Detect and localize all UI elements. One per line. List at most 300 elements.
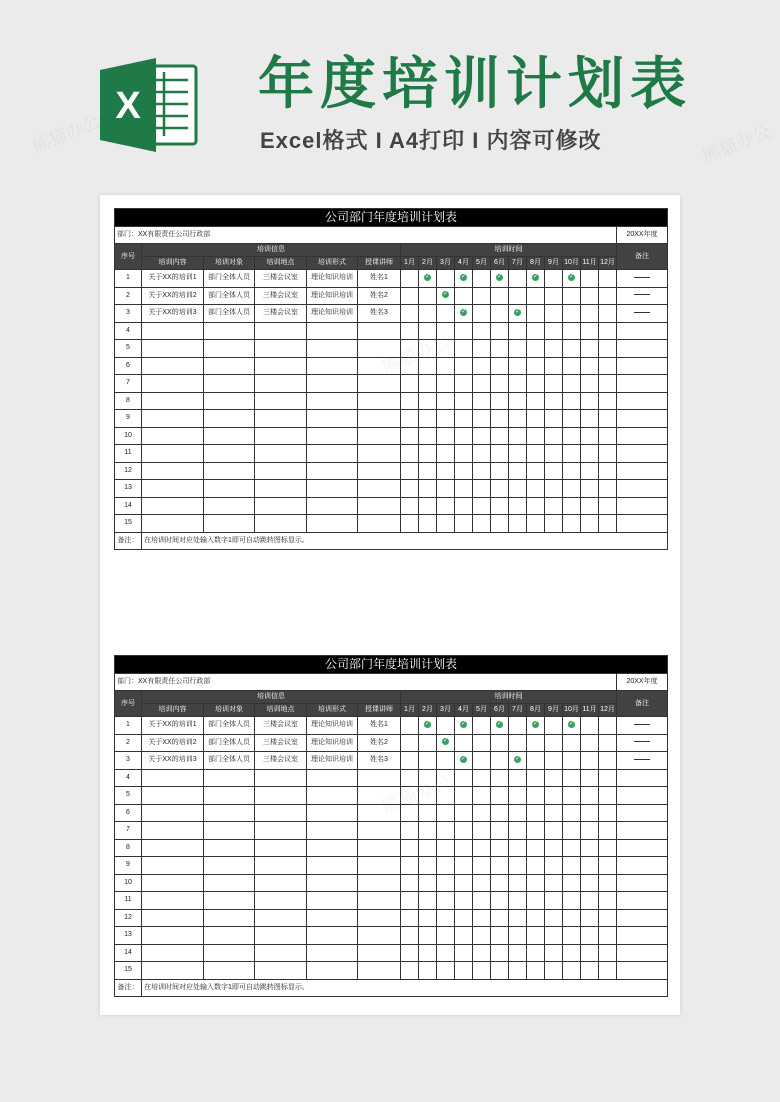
- cell-month[interactable]: [491, 427, 509, 445]
- cell-month[interactable]: [527, 497, 545, 515]
- cell-content[interactable]: [142, 497, 204, 515]
- cell-month[interactable]: [473, 909, 491, 927]
- cell-month[interactable]: [581, 357, 599, 375]
- cell-month[interactable]: [581, 752, 599, 770]
- cell-place[interactable]: 三楼会议室: [255, 752, 307, 770]
- cell-month[interactable]: [509, 717, 527, 735]
- cell-seq[interactable]: 6: [115, 804, 142, 822]
- cell-seq[interactable]: 11: [115, 445, 142, 463]
- cell-place[interactable]: [255, 909, 307, 927]
- cell-month[interactable]: [563, 804, 581, 822]
- cell-month[interactable]: [401, 305, 419, 323]
- cell-target[interactable]: [204, 462, 255, 480]
- cell-remark[interactable]: [617, 804, 668, 822]
- cell-content[interactable]: 关于XX的培训1: [142, 270, 204, 288]
- cell-target[interactable]: [204, 357, 255, 375]
- cell-month[interactable]: [455, 804, 473, 822]
- cell-month[interactable]: [455, 962, 473, 980]
- cell-month[interactable]: [581, 874, 599, 892]
- cell-content[interactable]: [142, 822, 204, 840]
- cell-month[interactable]: [437, 909, 455, 927]
- cell-month[interactable]: [563, 462, 581, 480]
- cell-month[interactable]: [563, 734, 581, 752]
- header-month[interactable]: 10月: [563, 257, 581, 270]
- cell-place[interactable]: [255, 892, 307, 910]
- cell-seq[interactable]: 9: [115, 857, 142, 875]
- cell-month[interactable]: [545, 445, 563, 463]
- cell-form[interactable]: [307, 462, 358, 480]
- cell-month[interactable]: [473, 480, 491, 498]
- cell-target[interactable]: [204, 410, 255, 428]
- cell-month[interactable]: [473, 892, 491, 910]
- cell-month[interactable]: [545, 734, 563, 752]
- cell-place[interactable]: [255, 322, 307, 340]
- cell-month[interactable]: [491, 804, 509, 822]
- cell-month[interactable]: [437, 322, 455, 340]
- cell-month[interactable]: [491, 892, 509, 910]
- cell-remark[interactable]: [617, 287, 668, 305]
- cell-seq[interactable]: 13: [115, 480, 142, 498]
- header-month[interactable]: 9月: [545, 257, 563, 270]
- cell-month[interactable]: [599, 892, 617, 910]
- cell-remark[interactable]: [617, 769, 668, 787]
- cell-month[interactable]: [437, 305, 455, 323]
- cell-remark[interactable]: [617, 480, 668, 498]
- cell-month[interactable]: [473, 305, 491, 323]
- cell-target[interactable]: [204, 515, 255, 533]
- cell-month[interactable]: [437, 340, 455, 358]
- cell-place[interactable]: [255, 480, 307, 498]
- header-place[interactable]: 培训地点: [255, 704, 307, 717]
- cell-month[interactable]: [401, 909, 419, 927]
- header-month[interactable]: 5月: [473, 704, 491, 717]
- cell-month[interactable]: [437, 787, 455, 805]
- cell-month[interactable]: [473, 357, 491, 375]
- cell-month[interactable]: [527, 804, 545, 822]
- header-form[interactable]: 培训形式: [307, 257, 358, 270]
- cell-month[interactable]: [545, 340, 563, 358]
- cell-month[interactable]: [419, 462, 437, 480]
- cell-month[interactable]: [419, 515, 437, 533]
- cell-form[interactable]: [307, 857, 358, 875]
- cell-month[interactable]: [401, 480, 419, 498]
- cell-place[interactable]: [255, 357, 307, 375]
- cell-month[interactable]: [545, 909, 563, 927]
- cell-month[interactable]: [581, 962, 599, 980]
- cell-target[interactable]: [204, 392, 255, 410]
- cell-month[interactable]: [509, 822, 527, 840]
- cell-month[interactable]: [455, 322, 473, 340]
- cell-month[interactable]: [437, 717, 455, 735]
- cell-month[interactable]: [401, 769, 419, 787]
- cell-form[interactable]: 理论知识培训: [307, 717, 358, 735]
- cell-seq[interactable]: 10: [115, 427, 142, 445]
- cell-month[interactable]: [401, 927, 419, 945]
- cell-month[interactable]: [419, 752, 437, 770]
- cell-lecturer[interactable]: [358, 340, 401, 358]
- cell-target[interactable]: [204, 857, 255, 875]
- cell-month[interactable]: [509, 427, 527, 445]
- cell-remark[interactable]: [617, 787, 668, 805]
- header-month[interactable]: 1月: [401, 257, 419, 270]
- cell-month[interactable]: [545, 804, 563, 822]
- cell-lecturer[interactable]: [358, 322, 401, 340]
- cell-month[interactable]: [473, 822, 491, 840]
- cell-lecturer[interactable]: [358, 822, 401, 840]
- cell-month[interactable]: [563, 787, 581, 805]
- cell-month[interactable]: [563, 322, 581, 340]
- cell-content[interactable]: [142, 839, 204, 857]
- cell-lecturer[interactable]: [358, 392, 401, 410]
- cell-month[interactable]: [599, 962, 617, 980]
- cell-target[interactable]: 部门全体人员: [204, 734, 255, 752]
- cell-lecturer[interactable]: [358, 497, 401, 515]
- sheet-title[interactable]: 公司部门年度培训计划表: [115, 656, 668, 674]
- header-month[interactable]: 3月: [437, 257, 455, 270]
- cell-form[interactable]: [307, 892, 358, 910]
- cell-seq[interactable]: 9: [115, 410, 142, 428]
- cell-month[interactable]: [473, 717, 491, 735]
- cell-month[interactable]: [437, 962, 455, 980]
- cell-month[interactable]: [491, 375, 509, 393]
- cell-month[interactable]: [599, 340, 617, 358]
- cell-month[interactable]: [455, 892, 473, 910]
- cell-seq[interactable]: 10: [115, 874, 142, 892]
- cell-form[interactable]: [307, 480, 358, 498]
- header-month[interactable]: 6月: [491, 704, 509, 717]
- cell-place[interactable]: [255, 340, 307, 358]
- cell-month[interactable]: [455, 445, 473, 463]
- cell-form[interactable]: [307, 427, 358, 445]
- cell-seq[interactable]: 1: [115, 270, 142, 288]
- cell-month[interactable]: [545, 322, 563, 340]
- cell-place[interactable]: [255, 962, 307, 980]
- cell-form[interactable]: [307, 375, 358, 393]
- cell-content[interactable]: [142, 892, 204, 910]
- cell-content[interactable]: [142, 944, 204, 962]
- cell-month[interactable]: [527, 927, 545, 945]
- cell-month[interactable]: [527, 357, 545, 375]
- cell-month[interactable]: [473, 445, 491, 463]
- cell-month[interactable]: [401, 427, 419, 445]
- cell-month[interactable]: [491, 410, 509, 428]
- cell-content[interactable]: [142, 515, 204, 533]
- cell-seq[interactable]: 7: [115, 822, 142, 840]
- cell-month[interactable]: [581, 427, 599, 445]
- cell-month[interactable]: [455, 839, 473, 857]
- cell-month[interactable]: [437, 822, 455, 840]
- cell-month[interactable]: [509, 857, 527, 875]
- cell-month[interactable]: [455, 480, 473, 498]
- cell-month[interactable]: [455, 734, 473, 752]
- cell-month[interactable]: [563, 287, 581, 305]
- cell-seq[interactable]: 2: [115, 734, 142, 752]
- cell-month[interactable]: [455, 909, 473, 927]
- cell-form[interactable]: [307, 962, 358, 980]
- cell-month[interactable]: [401, 375, 419, 393]
- cell-month[interactable]: [437, 375, 455, 393]
- cell-month[interactable]: [545, 857, 563, 875]
- cell-target[interactable]: [204, 874, 255, 892]
- cell-month[interactable]: [437, 769, 455, 787]
- cell-month[interactable]: [563, 752, 581, 770]
- cell-month[interactable]: [581, 804, 599, 822]
- cell-month[interactable]: [545, 305, 563, 323]
- header-month[interactable]: 4月: [455, 704, 473, 717]
- cell-month[interactable]: [473, 752, 491, 770]
- header-month[interactable]: 8月: [527, 257, 545, 270]
- cell-content[interactable]: [142, 874, 204, 892]
- cell-month[interactable]: [563, 305, 581, 323]
- cell-month[interactable]: [545, 392, 563, 410]
- cell-month[interactable]: [509, 874, 527, 892]
- cell-month[interactable]: [527, 340, 545, 358]
- cell-content[interactable]: [142, 787, 204, 805]
- cell-month[interactable]: [401, 734, 419, 752]
- cell-month[interactable]: [509, 962, 527, 980]
- cell-month[interactable]: [455, 287, 473, 305]
- cell-month[interactable]: [563, 375, 581, 393]
- cell-month[interactable]: [419, 410, 437, 428]
- cell-month[interactable]: [491, 445, 509, 463]
- header-month[interactable]: 4月: [455, 257, 473, 270]
- cell-month[interactable]: [581, 392, 599, 410]
- cell-remark[interactable]: [617, 427, 668, 445]
- cell-form[interactable]: 理论知识培训: [307, 752, 358, 770]
- cell-month[interactable]: [527, 717, 545, 735]
- cell-remark[interactable]: [617, 340, 668, 358]
- cell-month[interactable]: [455, 927, 473, 945]
- cell-month[interactable]: [491, 944, 509, 962]
- cell-month[interactable]: [419, 927, 437, 945]
- cell-seq[interactable]: 4: [115, 322, 142, 340]
- cell-month[interactable]: [419, 497, 437, 515]
- cell-month[interactable]: [401, 822, 419, 840]
- department-cell[interactable]: 部门：XX有限责任公司行政部: [115, 226, 617, 244]
- cell-month[interactable]: [509, 787, 527, 805]
- cell-month[interactable]: [419, 305, 437, 323]
- cell-month[interactable]: [455, 392, 473, 410]
- cell-month[interactable]: [491, 752, 509, 770]
- cell-month[interactable]: [491, 480, 509, 498]
- cell-month[interactable]: [419, 944, 437, 962]
- cell-month[interactable]: [437, 857, 455, 875]
- cell-month[interactable]: [599, 787, 617, 805]
- cell-month[interactable]: [563, 857, 581, 875]
- cell-remark[interactable]: [617, 944, 668, 962]
- cell-month[interactable]: [563, 357, 581, 375]
- cell-month[interactable]: [563, 480, 581, 498]
- cell-month[interactable]: [509, 287, 527, 305]
- header-month[interactable]: 9月: [545, 704, 563, 717]
- cell-seq[interactable]: 5: [115, 340, 142, 358]
- cell-month[interactable]: [491, 497, 509, 515]
- cell-target[interactable]: [204, 322, 255, 340]
- cell-month[interactable]: [419, 874, 437, 892]
- cell-place[interactable]: [255, 857, 307, 875]
- cell-month[interactable]: [437, 480, 455, 498]
- cell-place[interactable]: [255, 515, 307, 533]
- cell-month[interactable]: [491, 340, 509, 358]
- cell-month[interactable]: [599, 375, 617, 393]
- header-month[interactable]: 11月: [581, 704, 599, 717]
- cell-lecturer[interactable]: [358, 944, 401, 962]
- header-month[interactable]: 7月: [509, 704, 527, 717]
- cell-seq[interactable]: 12: [115, 909, 142, 927]
- cell-month[interactable]: [545, 480, 563, 498]
- cell-place[interactable]: 三楼会议室: [255, 287, 307, 305]
- cell-month[interactable]: [527, 944, 545, 962]
- cell-month[interactable]: [491, 357, 509, 375]
- header-seq[interactable]: 序号: [115, 691, 142, 717]
- cell-month[interactable]: [401, 515, 419, 533]
- cell-month[interactable]: [581, 305, 599, 323]
- cell-remark[interactable]: [617, 962, 668, 980]
- cell-month[interactable]: [437, 287, 455, 305]
- cell-remark[interactable]: [617, 445, 668, 463]
- cell-target[interactable]: 部门全体人员: [204, 752, 255, 770]
- cell-lecturer[interactable]: [358, 892, 401, 910]
- cell-content[interactable]: [142, 392, 204, 410]
- cell-month[interactable]: [527, 874, 545, 892]
- cell-lecturer[interactable]: [358, 857, 401, 875]
- cell-month[interactable]: [437, 734, 455, 752]
- cell-month[interactable]: [545, 769, 563, 787]
- cell-place[interactable]: [255, 427, 307, 445]
- cell-month[interactable]: [473, 322, 491, 340]
- cell-lecturer[interactable]: [358, 445, 401, 463]
- cell-remark[interactable]: [617, 909, 668, 927]
- cell-month[interactable]: [509, 410, 527, 428]
- cell-seq[interactable]: 6: [115, 357, 142, 375]
- cell-month[interactable]: [527, 857, 545, 875]
- cell-month[interactable]: [473, 427, 491, 445]
- cell-month[interactable]: [473, 927, 491, 945]
- cell-month[interactable]: [473, 787, 491, 805]
- cell-remark[interactable]: [617, 874, 668, 892]
- cell-form[interactable]: 理论知识培训: [307, 734, 358, 752]
- cell-content[interactable]: 关于XX的培训2: [142, 287, 204, 305]
- cell-content[interactable]: [142, 357, 204, 375]
- cell-month[interactable]: [545, 822, 563, 840]
- cell-month[interactable]: [527, 462, 545, 480]
- cell-remark[interactable]: [617, 752, 668, 770]
- cell-month[interactable]: [491, 787, 509, 805]
- cell-month[interactable]: [527, 305, 545, 323]
- cell-month[interactable]: [491, 734, 509, 752]
- cell-month[interactable]: [581, 909, 599, 927]
- header-month[interactable]: 10月: [563, 704, 581, 717]
- cell-month[interactable]: [419, 322, 437, 340]
- cell-month[interactable]: [581, 480, 599, 498]
- cell-place[interactable]: [255, 462, 307, 480]
- cell-month[interactable]: [455, 787, 473, 805]
- cell-month[interactable]: [509, 839, 527, 857]
- cell-month[interactable]: [455, 515, 473, 533]
- cell-month[interactable]: [509, 752, 527, 770]
- cell-month[interactable]: [455, 340, 473, 358]
- note-text[interactable]: 在培训时间对应处输入数字1即可自动跳转图标显示。: [142, 532, 668, 550]
- cell-month[interactable]: [437, 944, 455, 962]
- cell-month[interactable]: [563, 822, 581, 840]
- header-month[interactable]: 5月: [473, 257, 491, 270]
- cell-month[interactable]: [509, 392, 527, 410]
- cell-form[interactable]: [307, 909, 358, 927]
- cell-month[interactable]: [401, 839, 419, 857]
- cell-month[interactable]: [473, 734, 491, 752]
- cell-month[interactable]: [401, 787, 419, 805]
- cell-remark[interactable]: [617, 305, 668, 323]
- cell-month[interactable]: [509, 734, 527, 752]
- cell-seq[interactable]: 3: [115, 305, 142, 323]
- cell-target[interactable]: [204, 822, 255, 840]
- cell-seq[interactable]: 15: [115, 962, 142, 980]
- cell-month[interactable]: [437, 874, 455, 892]
- cell-seq[interactable]: 7: [115, 375, 142, 393]
- cell-lecturer[interactable]: [358, 427, 401, 445]
- header-month[interactable]: 11月: [581, 257, 599, 270]
- cell-content[interactable]: [142, 375, 204, 393]
- cell-month[interactable]: [545, 927, 563, 945]
- cell-content[interactable]: [142, 445, 204, 463]
- cell-month[interactable]: [401, 270, 419, 288]
- cell-month[interactable]: [545, 944, 563, 962]
- cell-target[interactable]: [204, 787, 255, 805]
- cell-month[interactable]: [509, 927, 527, 945]
- cell-form[interactable]: [307, 445, 358, 463]
- cell-month[interactable]: [437, 497, 455, 515]
- cell-month[interactable]: [563, 839, 581, 857]
- cell-seq[interactable]: 2: [115, 287, 142, 305]
- cell-remark[interactable]: [617, 515, 668, 533]
- cell-month[interactable]: [473, 392, 491, 410]
- cell-month[interactable]: [455, 717, 473, 735]
- cell-month[interactable]: [491, 322, 509, 340]
- cell-month[interactable]: [545, 892, 563, 910]
- cell-month[interactable]: [509, 270, 527, 288]
- cell-place[interactable]: 三楼会议室: [255, 305, 307, 323]
- cell-month[interactable]: [545, 270, 563, 288]
- cell-month[interactable]: [419, 717, 437, 735]
- cell-remark[interactable]: [617, 462, 668, 480]
- cell-month[interactable]: [563, 717, 581, 735]
- cell-remark[interactable]: [617, 839, 668, 857]
- cell-month[interactable]: [473, 270, 491, 288]
- cell-place[interactable]: [255, 769, 307, 787]
- cell-lecturer[interactable]: 姓名2: [358, 287, 401, 305]
- cell-month[interactable]: [419, 787, 437, 805]
- cell-month[interactable]: [599, 357, 617, 375]
- cell-month[interactable]: [545, 410, 563, 428]
- cell-target[interactable]: [204, 497, 255, 515]
- header-time[interactable]: 培训时间: [401, 244, 617, 257]
- cell-lecturer[interactable]: [358, 787, 401, 805]
- cell-month[interactable]: [419, 445, 437, 463]
- cell-month[interactable]: [455, 305, 473, 323]
- cell-month[interactable]: [455, 752, 473, 770]
- cell-month[interactable]: [599, 305, 617, 323]
- cell-month[interactable]: [473, 857, 491, 875]
- cell-month[interactable]: [545, 752, 563, 770]
- department-cell[interactable]: 部门：XX有限责任公司行政部: [115, 673, 617, 691]
- cell-month[interactable]: [401, 944, 419, 962]
- cell-month[interactable]: [527, 734, 545, 752]
- cell-month[interactable]: [563, 874, 581, 892]
- cell-content[interactable]: 关于XX的培训1: [142, 717, 204, 735]
- cell-month[interactable]: [545, 839, 563, 857]
- cell-target[interactable]: [204, 375, 255, 393]
- cell-month[interactable]: [419, 340, 437, 358]
